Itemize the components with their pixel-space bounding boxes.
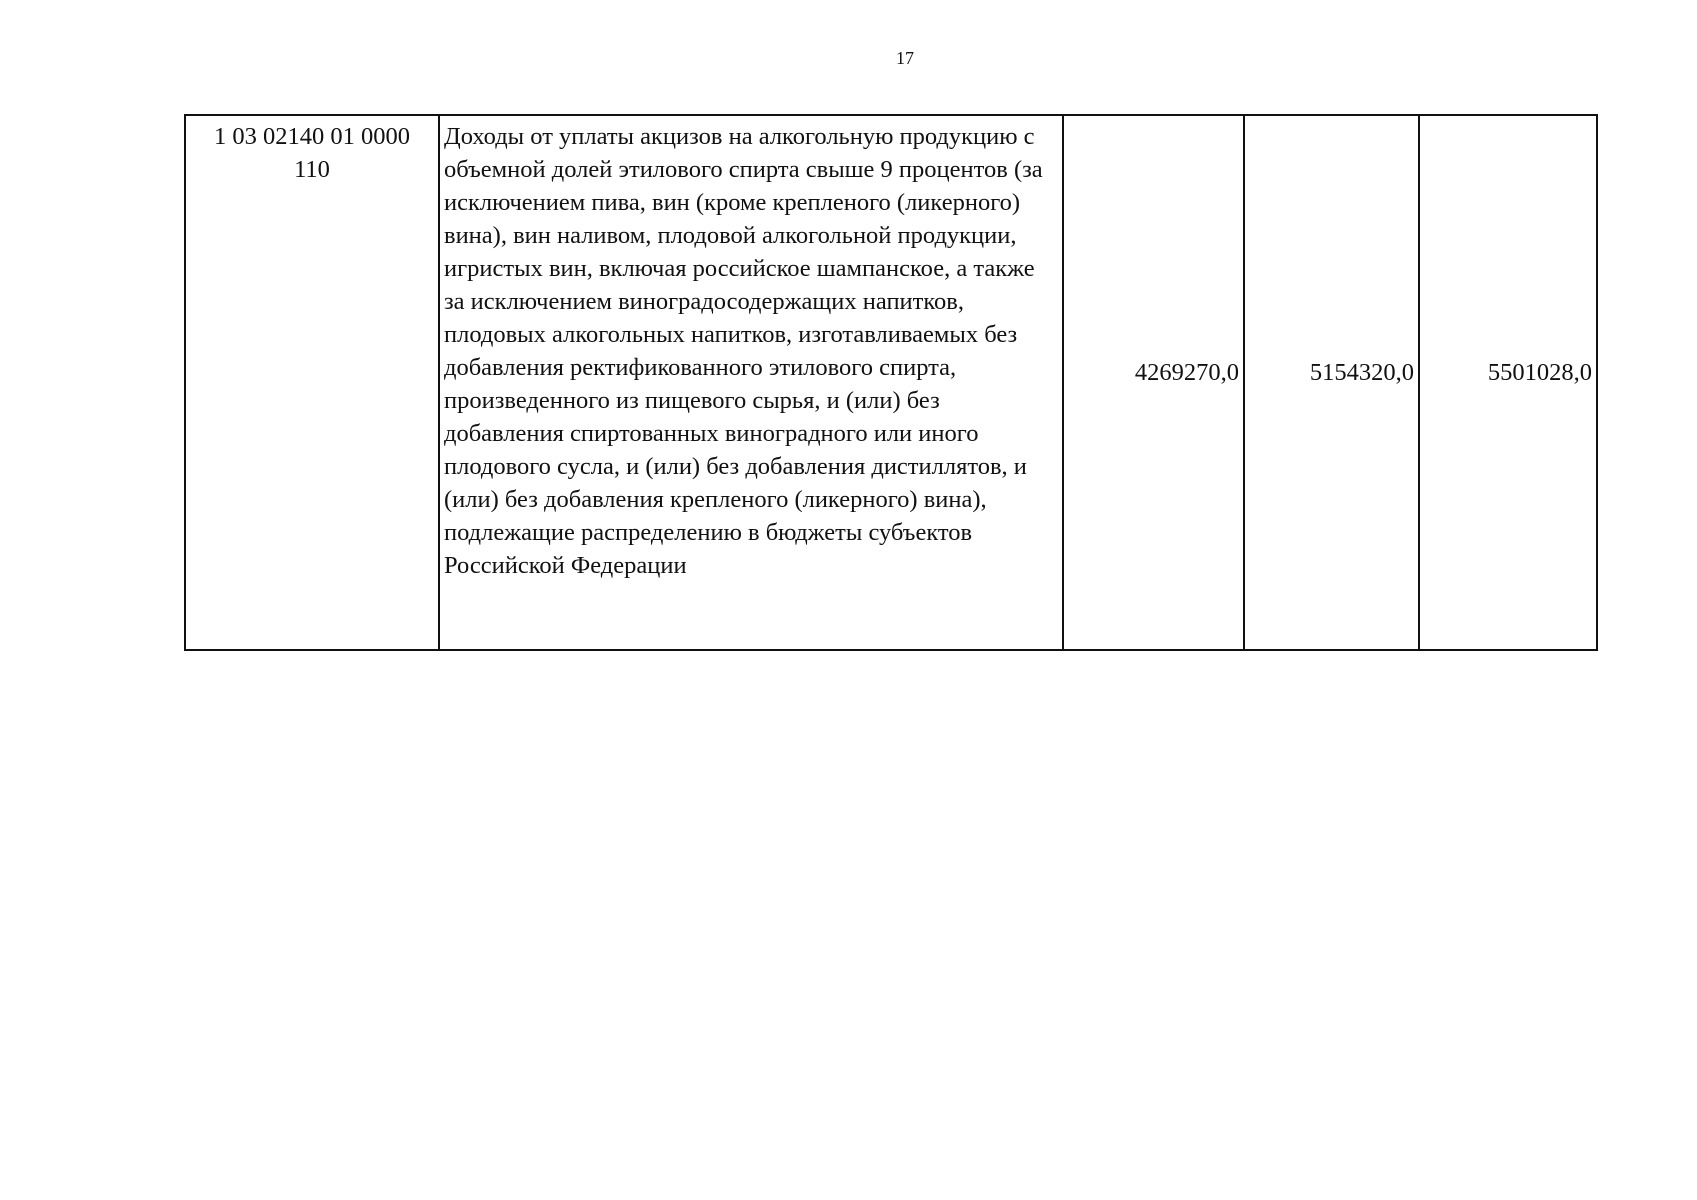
amount-year-2: 5154320,0	[1244, 115, 1419, 650]
amount-year-1: 4269270,0	[1063, 115, 1244, 650]
budget-classification-code: 1 03 02140 01 0000 110	[185, 115, 439, 650]
amount-year-3: 5501028,0	[1419, 115, 1597, 650]
page-number: 17	[896, 48, 914, 68]
revenue-description: Доходы от уплаты акцизов на алкогольную продукцию с объемной долей этилового спирта свыше 9 процентов (за исключением пива, вин (кроме крепленого (ликерного) вина), вин наливом, плодовой алкогольной продукции, игристых вин, включая российское шампанское, а также за исключением виноградосодержащих напитков, плодовых алкогольных напитков, изготавливаемых без добавления ректификованного этилового спирта, произведенного из пищевого сырья, и (или) без добавления спиртованных виноградного или иного плодового сусла, и (или) без добавления дистиллятов, и (или) без добавления крепленого (ликерного) вина), подлежащие распределению в бюджеты субъектов Российской Федерации	[439, 115, 1063, 650]
revenue-table	[184, 114, 1598, 651]
table-row	[185, 115, 1597, 650]
